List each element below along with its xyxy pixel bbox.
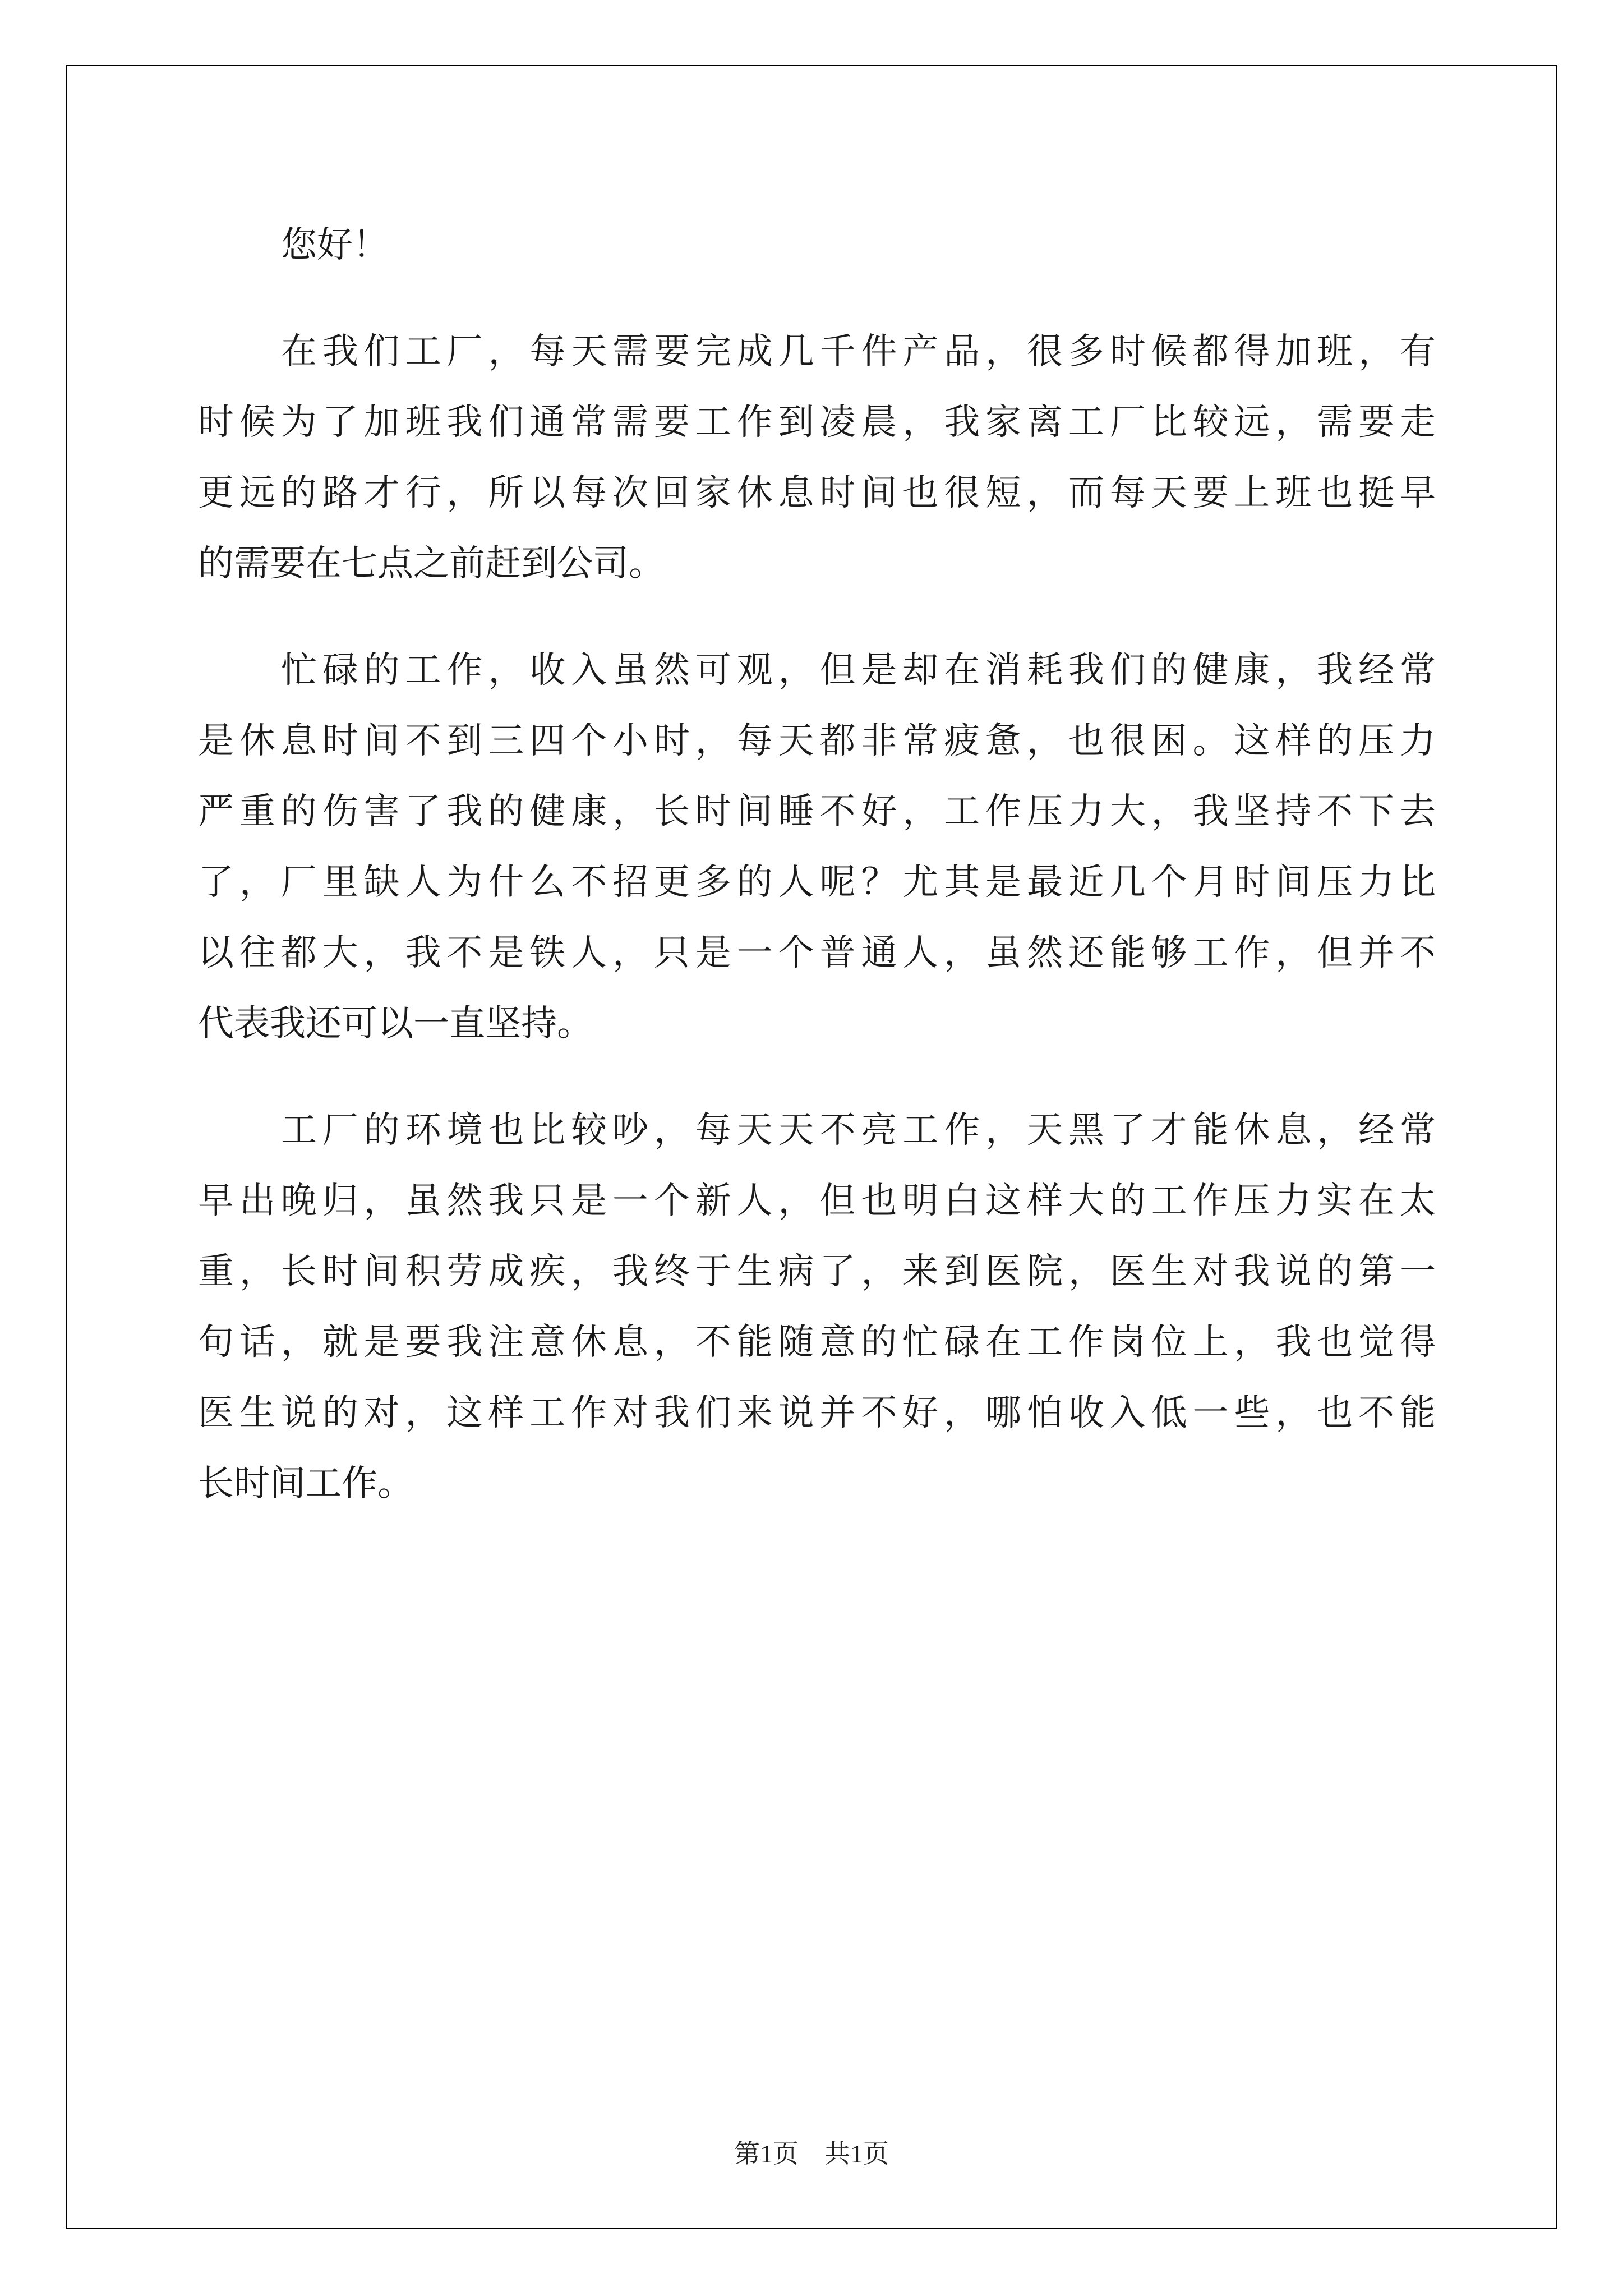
paragraph-gap	[198, 1059, 1436, 1095]
paragraph-line: 忙碌的工作，收入虽然可观，但是却在消耗我们的健康，我经常	[281, 650, 1436, 691]
paragraph-3	[198, 1095, 1436, 1519]
paragraph-line: 工厂的环境也比较吵，每天天不亮工作，天黑了才能休息，经常	[281, 1110, 1436, 1151]
paragraph-1	[198, 316, 1436, 599]
paragraph-line: 的需要在七点之前赶到公司。	[198, 543, 665, 585]
paragraph-line: 以往都大，我不是铁人，只是一个普通人，虽然还能够工作，但并不	[198, 932, 1436, 974]
paragraph-line: 医生说的对，这样工作对我们来说并不好，哪怕收入低一些，也不能	[198, 1392, 1436, 1434]
paragraph-line: 是休息时间不到三四个小时，每天都非常疲惫，也很困。这样的压力	[198, 720, 1436, 762]
paragraph-line: 严重的伤害了我的健康，长时间睡不好，工作压力大，我坚持不下去	[198, 791, 1436, 832]
greeting: 您好！	[281, 224, 389, 266]
paragraph-line: 重，长时间积劳成疾，我终于生病了，来到医院，医生对我说的第一	[198, 1251, 1436, 1292]
paragraph-line: 早出晚归，虽然我只是一个新人，但也明白这样大的工作压力实在太	[198, 1180, 1436, 1222]
paragraph-gap	[198, 599, 1436, 635]
paragraph-line: 代表我还可以一直坚持。	[198, 1003, 593, 1045]
paragraph-line: 更远的路才行，所以每次回家休息时间也很短，而每天要上班也挺早	[198, 472, 1436, 514]
paragraph-line: 了，厂里缺人为什么不招更多的人呢？尤其是最近几个月时间压力比	[198, 862, 1436, 903]
page-number-total: 共1页	[824, 2139, 889, 2168]
paragraph-line: 在我们工厂，每天需要完成几千件产品，很多时候都得加班，有	[281, 331, 1436, 372]
document-body	[198, 210, 1436, 1519]
paragraph-line: 长时间工作。	[198, 1463, 413, 1504]
page-number-current: 第1页	[734, 2139, 799, 2168]
paragraph-line: 句话，就是要我注意休息，不能随意的忙碌在工作岗位上，我也觉得	[198, 1322, 1436, 1363]
paragraph-2	[198, 635, 1436, 1059]
page-footer	[0, 2133, 1623, 2170]
paragraph-line: 时候为了加班我们通常需要工作到凌晨，我家离工厂比较远，需要走	[198, 402, 1436, 443]
paragraph-gap	[198, 280, 1436, 316]
